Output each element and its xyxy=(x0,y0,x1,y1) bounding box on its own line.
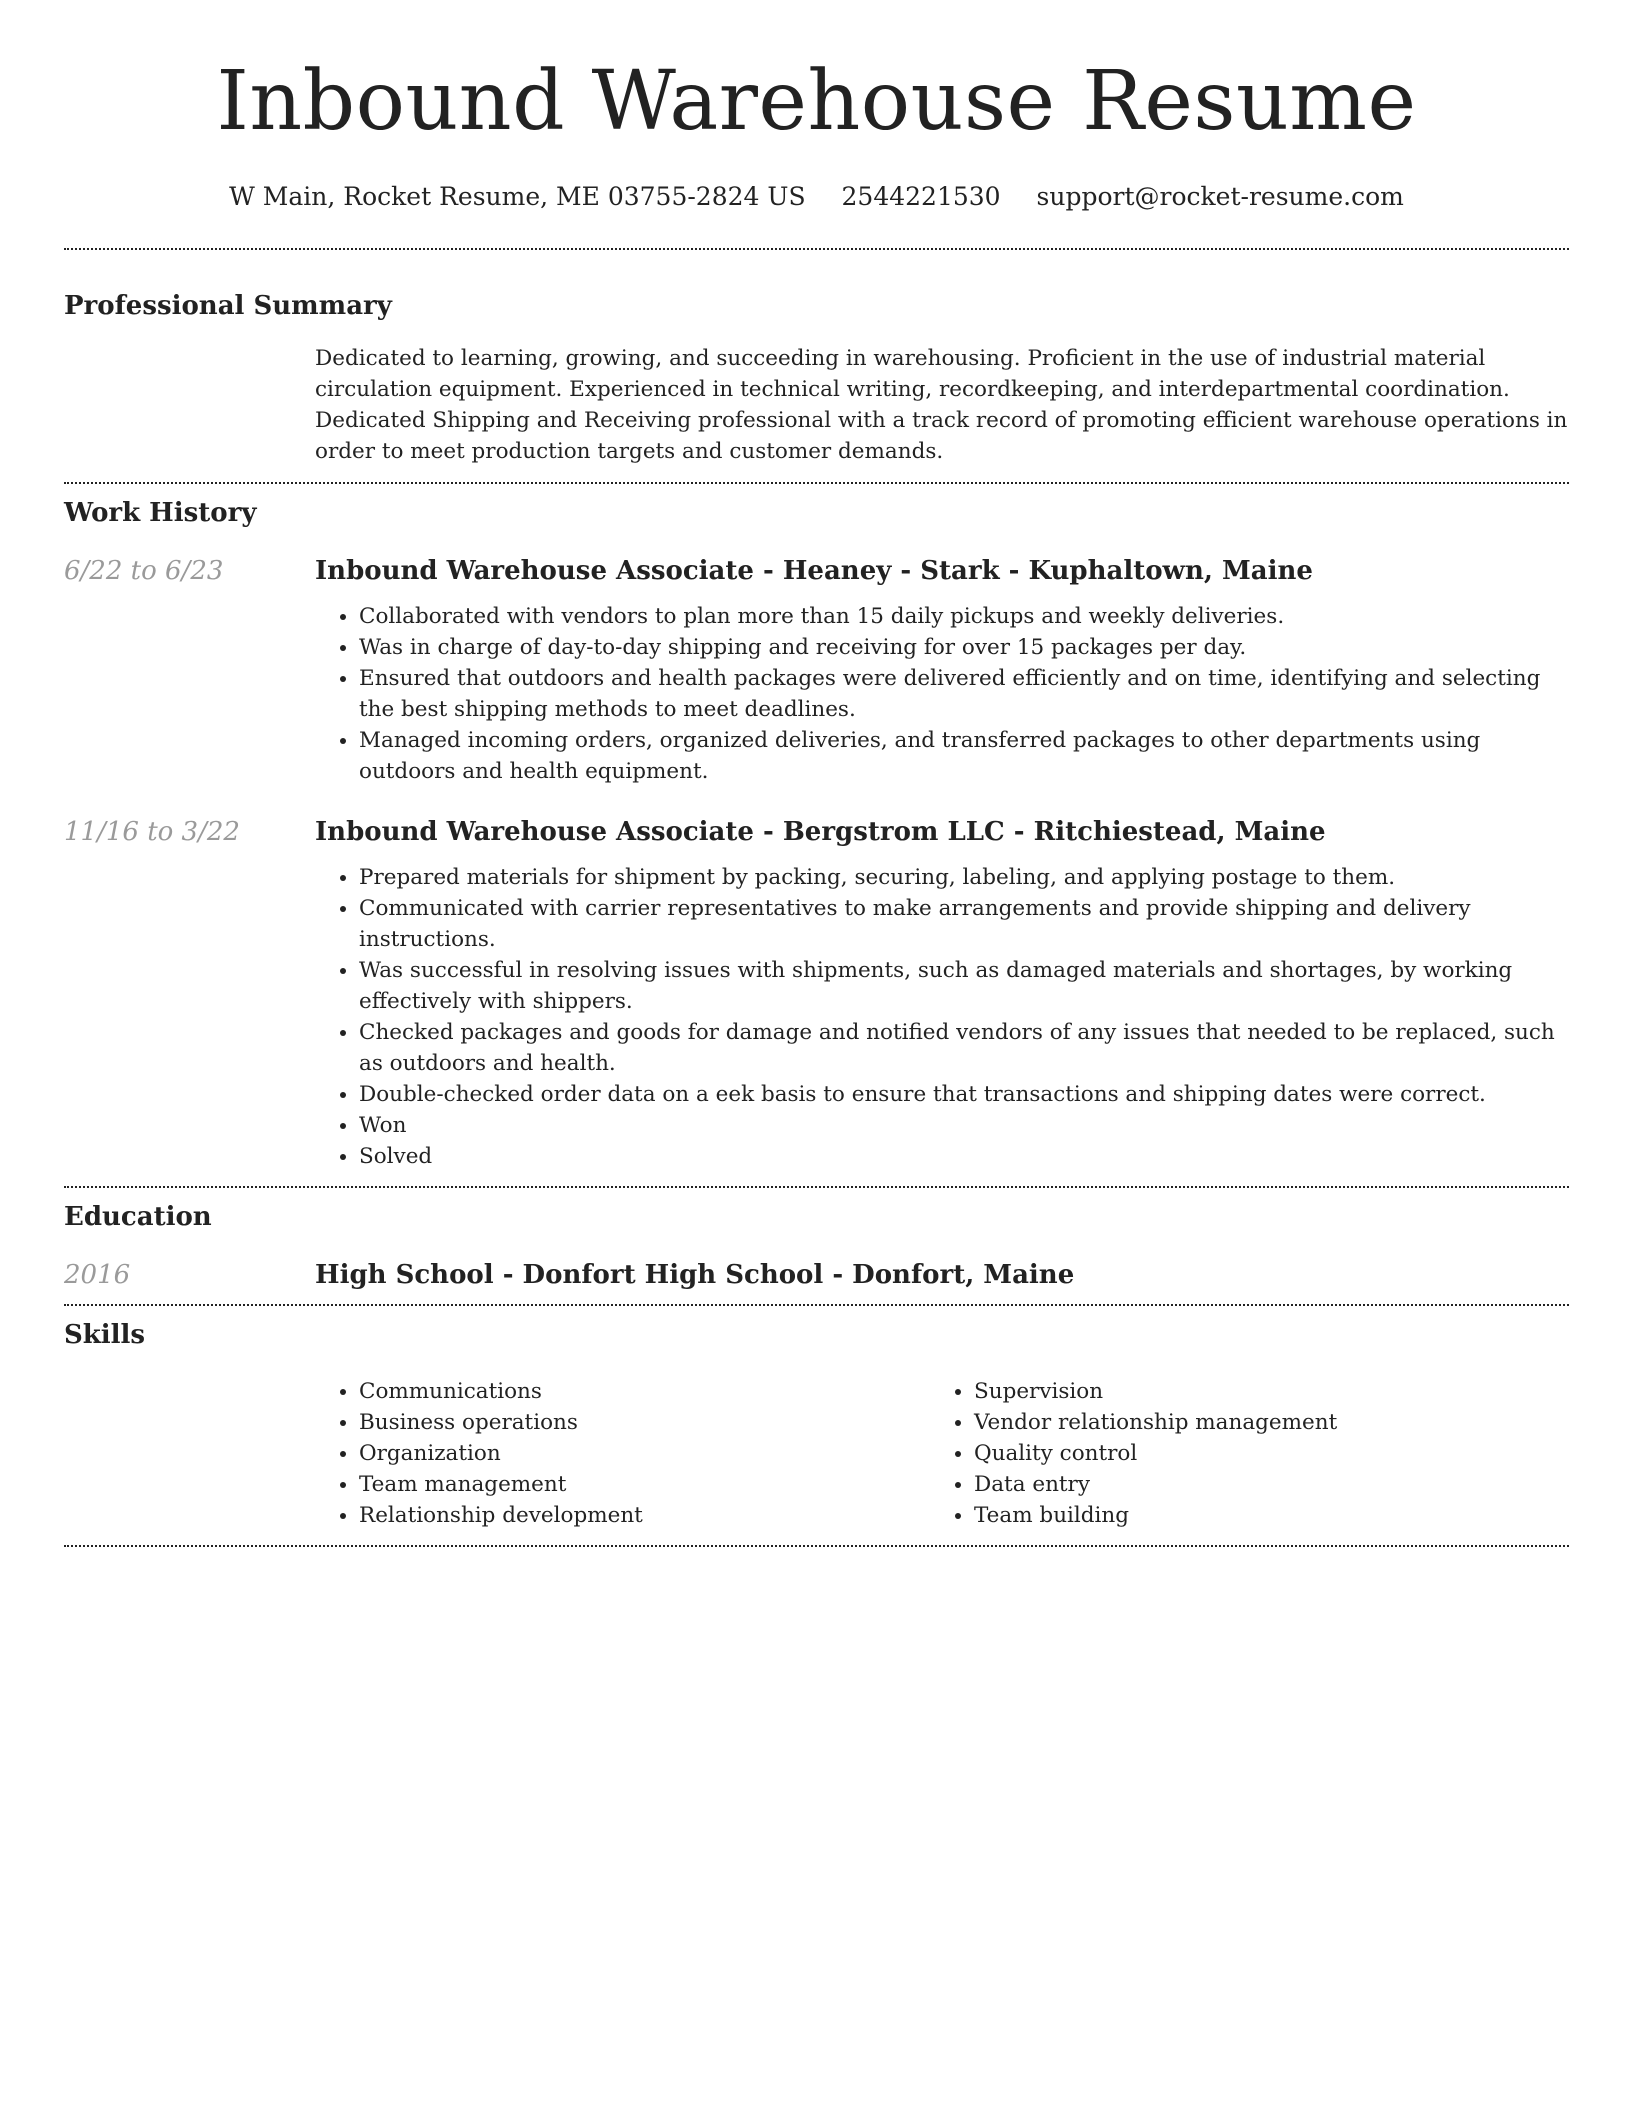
list-item: • Was successful in resolving issues with shipments, such as damaged materials and shortages, by working effectively with shippers. xyxy=(359,955,1569,1017)
job-bullets xyxy=(315,862,1569,1172)
skill-item: • Data entry xyxy=(974,1469,1545,1500)
list-item: • Communicated with carrier representatives to make arrangements and provide shipping and delivery instructions. xyxy=(359,893,1569,955)
skills-column-left xyxy=(315,1376,930,1531)
skill-item: • Business operations xyxy=(359,1407,930,1438)
divider xyxy=(64,482,1569,484)
job-heading xyxy=(315,554,1569,588)
list-item: • Double-checked order data on a eek basis to ensure that transactions and shipping dates were correct. xyxy=(359,1079,1569,1110)
job-employer: - Bergstrom LLC - Ritchiestead, Maine xyxy=(753,817,1326,847)
list-item: • Ensured that outdoors and health packages were delivered efficiently and on time, identifying and selecting the best shipping methods to meet deadlines. xyxy=(359,663,1569,725)
resume-name: Inbound Warehouse Resume xyxy=(216,54,1417,149)
education-degree: High School xyxy=(315,1260,494,1290)
skills-list xyxy=(315,1376,1569,1531)
contact-email: support@rocket-resume.com xyxy=(1036,182,1404,211)
job-entry xyxy=(64,815,1569,1172)
contact-address: W Main, Rocket Resume, ME 03755-2824 US xyxy=(229,182,806,211)
skill-item: • Team management xyxy=(359,1469,930,1500)
section-title-skills: Skills xyxy=(64,1320,146,1350)
skills-column-right xyxy=(930,1376,1545,1531)
list-item: • Was in charge of day-to-day shipping and receiving for over 15 packages per day. xyxy=(359,632,1569,663)
section-title-education: Education xyxy=(64,1202,212,1232)
contact-line xyxy=(64,180,1569,214)
job-bullets xyxy=(315,601,1569,787)
skill-item: • Supervision xyxy=(974,1376,1545,1407)
resume-page xyxy=(64,0,1569,1547)
contact-phone: 2544221530 xyxy=(841,182,1001,211)
list-item: • Won xyxy=(359,1110,1569,1141)
job-entry xyxy=(64,554,1569,787)
job-dates: 11/16 to 3/22 xyxy=(64,817,240,847)
education-school: - Donfort High School - Donfort, Maine xyxy=(493,1260,1075,1290)
skill-item: • Organization xyxy=(359,1438,930,1469)
list-item: • Solved xyxy=(359,1141,1569,1172)
job-role: Inbound Warehouse Associate xyxy=(315,817,754,847)
skill-item: • Team building xyxy=(974,1500,1545,1531)
skill-item: • Vendor relationship management xyxy=(974,1407,1545,1438)
education-entry xyxy=(64,1258,1569,1292)
list-item: • Collaborated with vendors to plan more than 15 daily pickups and weekly deliveries. xyxy=(359,601,1569,632)
job-employer: - Heaney - Stark - Kuphaltown, Maine xyxy=(753,556,1313,586)
summary-text: Dedicated to learning, growing, and succeeding in warehousing. Proficient in the use of industrial material circulation equipment. Experienced in technical writing, recordkeeping, and interdepartmental coordination. Dedicated Shipping and Receiving professional with a track record of promoting efficient warehouse operations in order to meet production targets and customer demands. xyxy=(315,346,1568,464)
section-title-work: Work History xyxy=(64,498,257,528)
skill-item: • Communications xyxy=(359,1376,930,1407)
job-heading xyxy=(315,815,1569,849)
list-item: • Prepared materials for shipment by packing, securing, labeling, and applying postage to them. xyxy=(359,862,1569,893)
divider xyxy=(64,1545,1569,1547)
divider xyxy=(64,248,1569,250)
section-title-summary: Professional Summary xyxy=(64,291,392,321)
education-year: 2016 xyxy=(64,1260,131,1290)
job-role: Inbound Warehouse Associate xyxy=(315,556,754,586)
list-item: • Checked packages and goods for damage and notified vendors of any issues that needed to be replaced, such as outdoors and health. xyxy=(359,1017,1569,1079)
divider xyxy=(64,1304,1569,1306)
job-dates: 6/22 to 6/23 xyxy=(64,556,224,586)
divider xyxy=(64,1186,1569,1188)
list-item: • Managed incoming orders, organized deliveries, and transferred packages to other departments using outdoors and health equipment. xyxy=(359,725,1569,787)
skill-item: • Quality control xyxy=(974,1438,1545,1469)
education-heading xyxy=(315,1258,1569,1292)
skill-item: • Relationship development xyxy=(359,1500,930,1531)
